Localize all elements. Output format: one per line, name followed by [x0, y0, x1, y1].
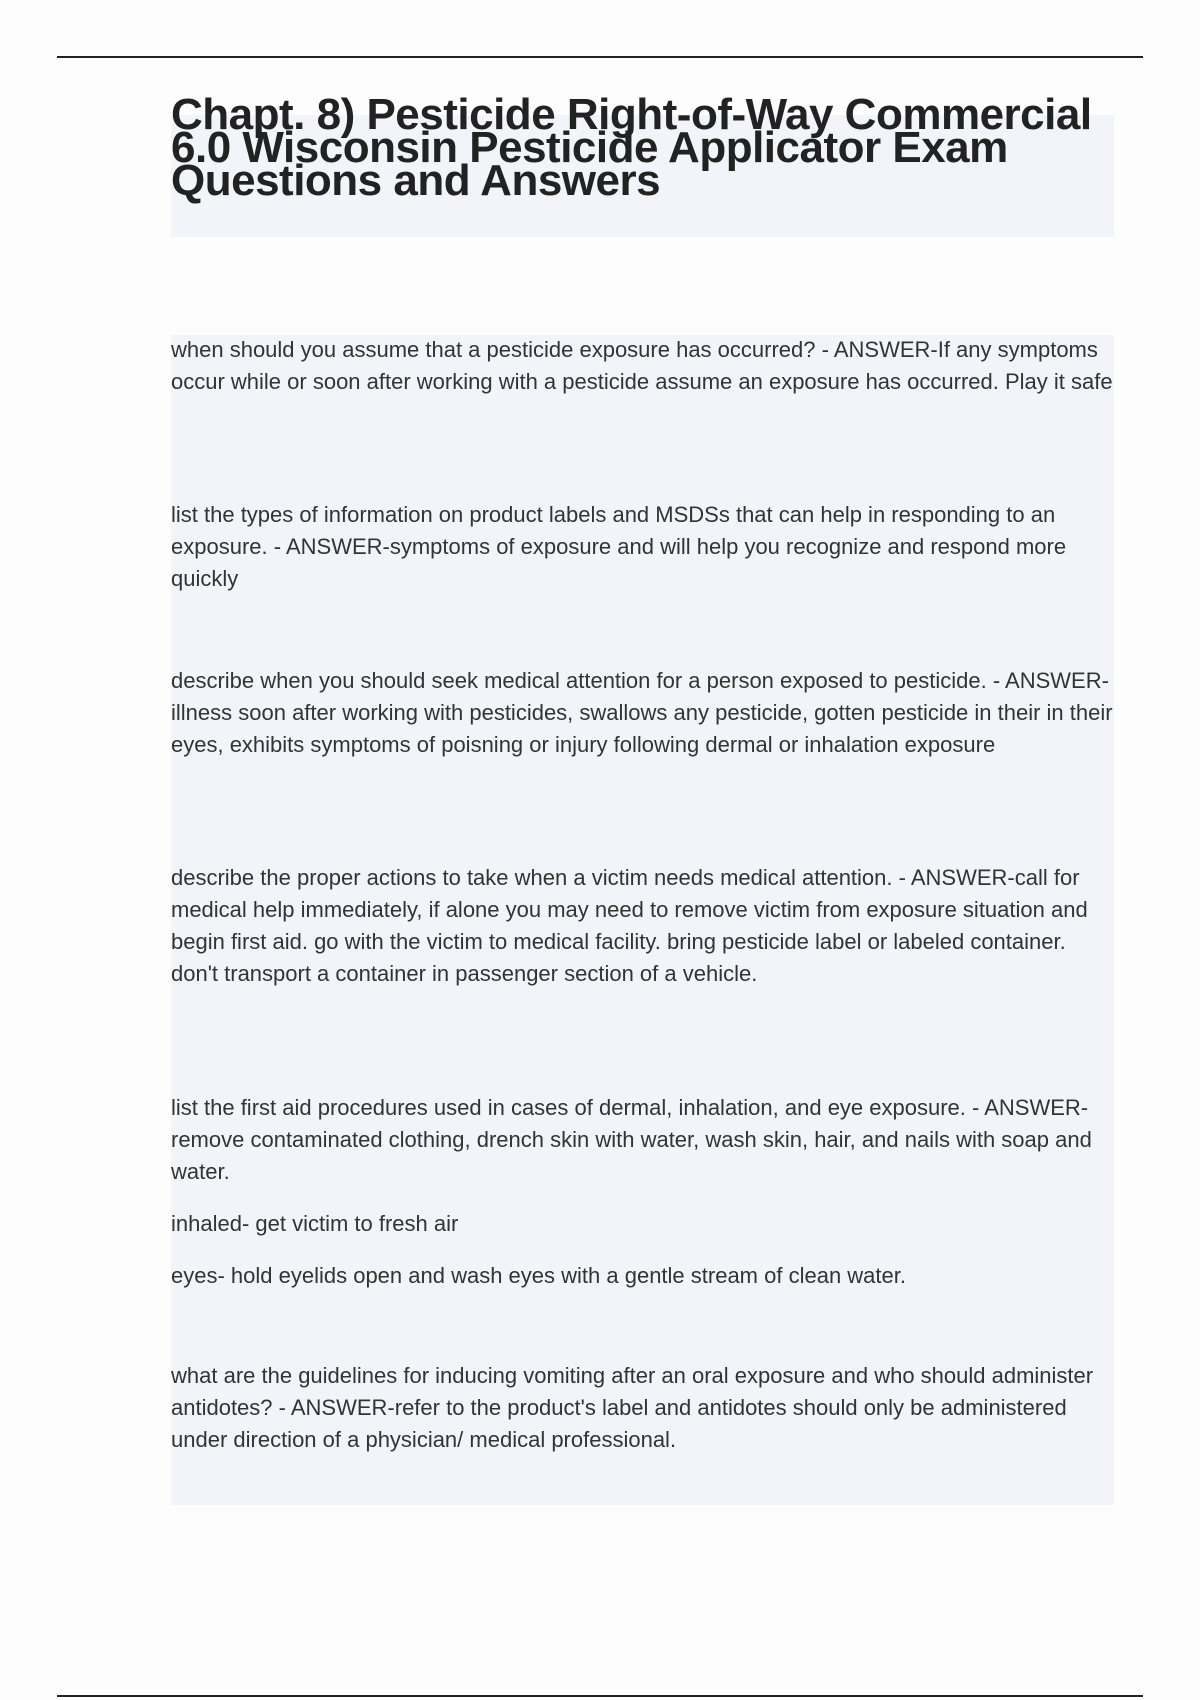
qa-item	[171, 1092, 1116, 1312]
qa-item	[171, 334, 1116, 418]
bottom-divider	[57, 1695, 1143, 1697]
qa-paragraph: list the types of information on product labels and MSDSs that can help in responding to an exposure. - ANSWER-symptoms of exposure and will help you recognize and respond more quickly	[171, 502, 1067, 591]
qa-item	[171, 499, 1116, 615]
qa-paragraph: what are the guidelines for inducing vomiting after an oral exposure and who should administer antidotes? - ANSWER-refer to the product's label and antidotes should only be administered under direction of a physician/ medical professional.	[171, 1363, 1094, 1452]
qa-paragraph: when should you assume that a pesticide exposure has occurred? - ANSWER-If any symptoms occur while or soon after working with a pesticide assume an exposure has occurred. Play it safe	[171, 337, 1113, 394]
qa-item	[171, 862, 1116, 1010]
qa-paragraph: describe the proper actions to take when a victim needs medical attention. - ANSWER-call for medical help immediately, if alone you may need to remove victim from exposure situation and begin first aid. go with the victim to medical facility. bring pesticide label or labeled container. don't transport a container in passenger section of a vehicle.	[171, 865, 1088, 986]
qa-paragraph: describe when you should seek medical attention for a person exposed to pesticide. - ANSWER-illness soon after working with pesticides, swallows any pesticide, gotten pesticide in their in their eyes, exhibits symptoms of poisning or injury following dermal or inhalation exposure	[171, 668, 1113, 757]
qa-paragraph: eyes- hold eyelids open and wash eyes with a gentle stream of clean water.	[171, 1263, 906, 1288]
qa-item	[171, 1360, 1116, 1476]
qa-paragraph: inhaled- get victim to fresh air	[171, 1211, 459, 1236]
document-title: Chapt. 8) Pesticide Right-of-Way Commercial 6.0 Wisconsin Pesticide Applicator Exam Questions and Answers	[171, 90, 1092, 205]
qa-paragraph: list the first aid procedures used in cases of dermal, inhalation, and eye exposure. - ANSWER-remove contaminated clothing, drench skin with water, wash skin, hair, and nails with soap and water.	[171, 1095, 1092, 1184]
qa-item	[171, 665, 1116, 781]
top-divider	[57, 56, 1143, 58]
